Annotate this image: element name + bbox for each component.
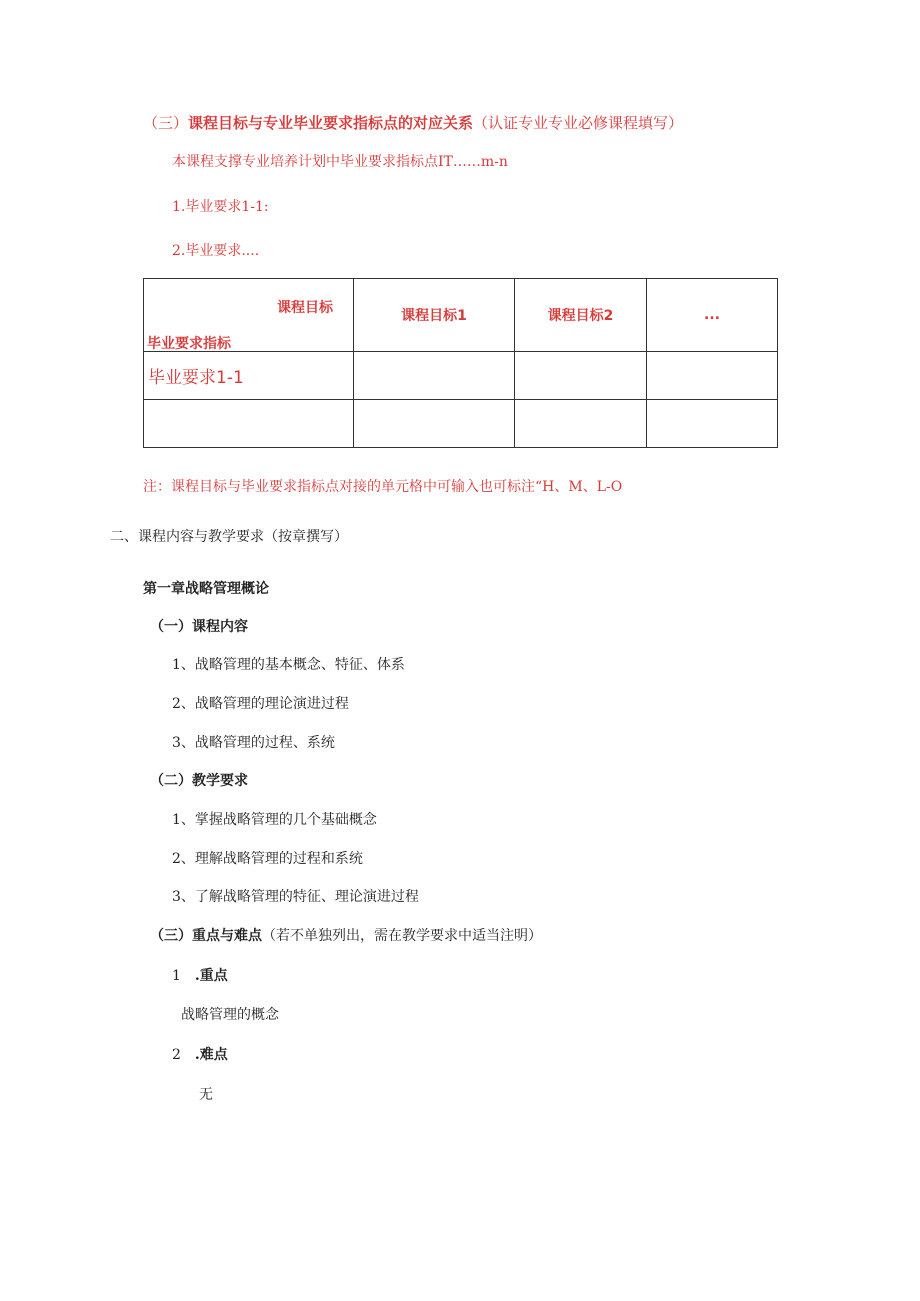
key-point-number: 1: [172, 968, 181, 984]
table-cell[interactable]: [354, 400, 515, 448]
difficulty-number: 2: [172, 1047, 181, 1063]
key-point-text: 战略管理的概念: [181, 1007, 279, 1023]
list-item: 1、战略管理的基本概念、特征、体系: [172, 657, 405, 673]
corner-course-goal: 课程目标: [277, 300, 333, 316]
difficulty-label: [172, 1044, 228, 1064]
table-row: [144, 352, 778, 400]
key-heading: [150, 925, 542, 945]
requirement-item-1: 1.毕业要求1-1:: [172, 199, 269, 215]
support-line: 本课程支撑专业培养计划中毕业要求指标点IT……m-n: [172, 154, 508, 170]
key-heading-title: （三）重点与难点: [150, 928, 262, 944]
table-note: 注：课程目标与毕业要求指标点对接的单元格中可输入也可标注“H、M、L-O: [143, 479, 623, 495]
list-item: 3、战略管理的过程、系统: [172, 735, 335, 751]
table-cell[interactable]: [647, 352, 778, 400]
section3-note: （认证专业专业必修课程填写）: [473, 114, 684, 132]
column-header-goal-2: 课程目标2: [515, 279, 647, 352]
list-item: 2、战略管理的理论演进过程: [172, 696, 349, 712]
difficulty-title: .难点: [194, 1047, 228, 1063]
table-row: [144, 400, 778, 448]
requirement-item-2: 2.毕业要求....: [172, 243, 260, 259]
row-label-req-1-1: 毕业要求1-1: [144, 352, 354, 400]
part2-heading: 二、课程内容与教学要求（按章撰写）: [110, 529, 348, 545]
table-cell[interactable]: [354, 352, 515, 400]
content-heading: （一）课程内容: [150, 619, 248, 635]
column-header-goal-1: 课程目标1: [354, 279, 515, 352]
table-cell[interactable]: [515, 400, 647, 448]
key-point-label: [172, 965, 228, 985]
list-item: 1、掌握战略管理的几个基础概念: [172, 812, 377, 828]
req-heading: （二）教学要求: [150, 773, 248, 789]
table-cell[interactable]: [647, 400, 778, 448]
table-cell[interactable]: [515, 352, 647, 400]
section3-prefix: （三）: [143, 114, 189, 132]
table-corner-cell: [144, 279, 354, 352]
mapping-table: [143, 278, 778, 448]
key-point-title: .重点: [194, 968, 228, 984]
column-header-more: ...: [647, 279, 778, 352]
chapter-title: 第一章战略管理概论: [143, 581, 269, 597]
difficulty-text: 无: [199, 1087, 213, 1103]
table-header-row: [144, 279, 778, 352]
list-item: 2、理解战略管理的过程和系统: [172, 851, 363, 867]
row-label-empty: [144, 400, 354, 448]
corner-requirement: 毕业要求指标: [147, 336, 231, 352]
key-heading-note: （若不单独列出，需在教学要求中适当注明）: [262, 928, 542, 944]
section3-heading: [143, 112, 683, 133]
section3-title: 课程目标与专业毕业要求指标点的对应关系: [188, 114, 474, 132]
list-item: 3、了解战略管理的特征、理论演进过程: [172, 889, 419, 905]
